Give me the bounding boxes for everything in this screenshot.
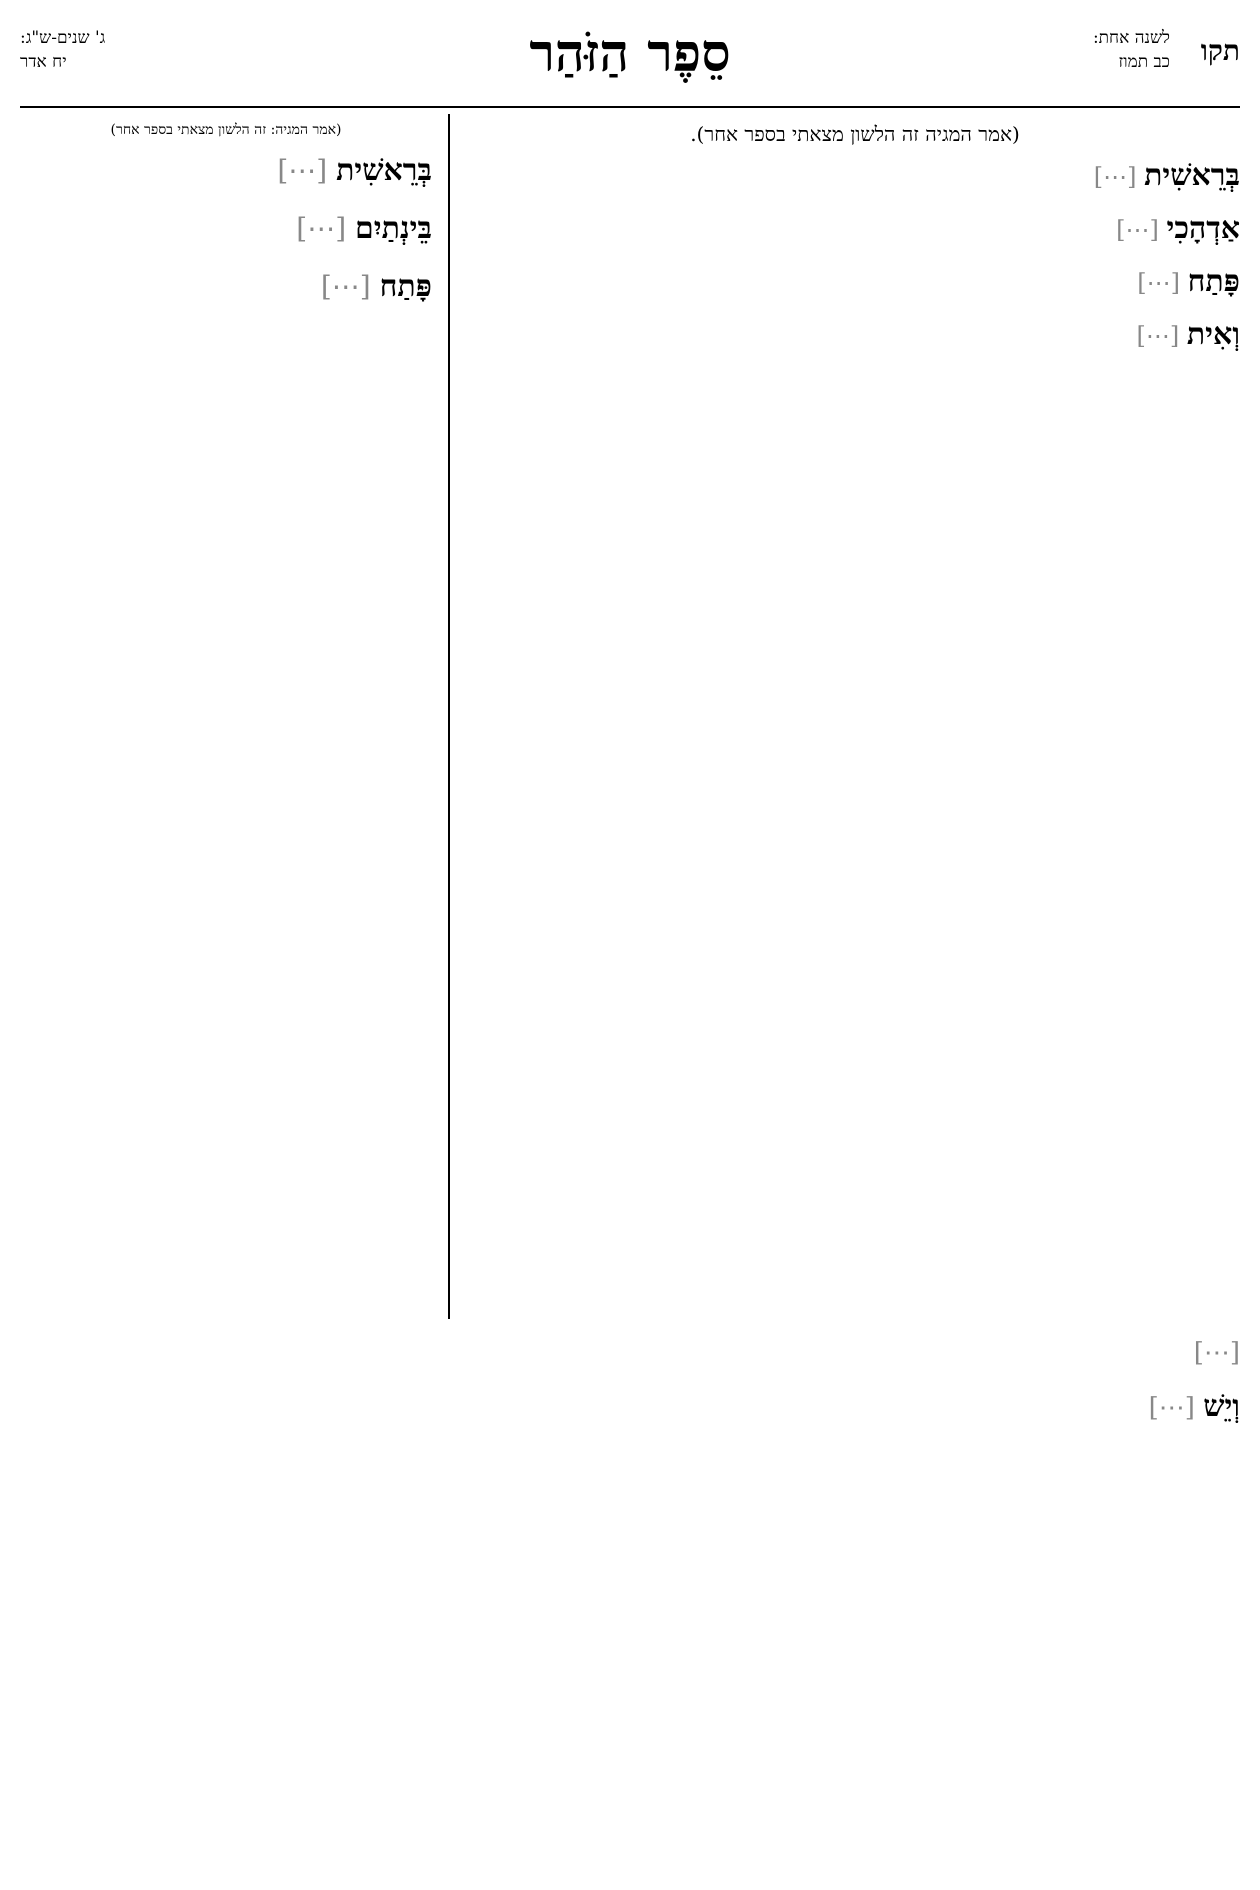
- header-right-line2: כב תמוז: [1118, 52, 1170, 72]
- paragraph-text: [⋯]: [277, 154, 328, 187]
- paragraph-text: [⋯]: [1136, 322, 1180, 350]
- paragraph-lead-word: וְאִית: [1186, 317, 1240, 352]
- side-paragraph: [20, 265, 432, 309]
- main-paragraph: [470, 157, 1240, 196]
- page-title: סֵפֶר הַזֹּהַר: [529, 23, 731, 84]
- zohar-page: [20, 14, 1240, 1874]
- bottom-full-width-hebrew: [20, 1332, 1240, 1862]
- paragraph-text: [⋯]: [1148, 1393, 1195, 1423]
- header-left-date: [20, 26, 280, 74]
- header-left-line1: ג' שנים-ש"ג:: [20, 28, 106, 48]
- side-column-hebrew: [20, 122, 432, 1322]
- paragraph-text: [⋯]: [1116, 216, 1159, 244]
- paragraph-text: [⋯]: [320, 270, 371, 303]
- main-paragraph: [470, 210, 1240, 249]
- paragraph-text: [⋯]: [296, 212, 347, 245]
- main-column-aramaic: [470, 122, 1240, 1322]
- paragraph-lead-word: בְּרֵאשִׁית: [336, 153, 432, 188]
- editor-note: (אמר המגיה זה הלשון מצאתי בספר אחר).: [690, 122, 1020, 146]
- paragraph-text: [⋯]: [1137, 269, 1180, 297]
- page-number: תקו: [1200, 34, 1240, 67]
- header-right-line1: לשנה אחת:: [1092, 28, 1170, 48]
- paragraph-text: [⋯]: [1093, 163, 1137, 191]
- side-paragraph: [20, 207, 432, 251]
- paragraph-lead-word: וְיֵשׁ: [1203, 1389, 1240, 1424]
- main-paragraph: [470, 316, 1240, 355]
- paragraph-lead-word: פָּתַח: [1187, 264, 1240, 299]
- main-paragraph: [470, 263, 1240, 302]
- bottom-paragraph: [20, 1387, 1240, 1428]
- side-paragraph: [20, 149, 432, 193]
- column-divider: [448, 114, 450, 1319]
- paragraph-lead-word: פָּתַח: [379, 269, 432, 304]
- editor-note-side: (אמר המגיה: זה הלשון מצאתי בספר אחר): [110, 122, 342, 138]
- paragraph-lead-word: בֵּינְתַיִם: [355, 211, 432, 246]
- bottom-paragraph: [20, 1332, 1240, 1373]
- paragraph-lead-word: בְּרֵאשִׁית: [1144, 158, 1240, 193]
- paragraph-lead-word: אַדְהָכִי: [1166, 211, 1240, 246]
- header-left-line2: יח אדר: [20, 52, 67, 72]
- page-header: [20, 14, 1240, 108]
- paragraph-text: [⋯]: [1193, 1338, 1240, 1368]
